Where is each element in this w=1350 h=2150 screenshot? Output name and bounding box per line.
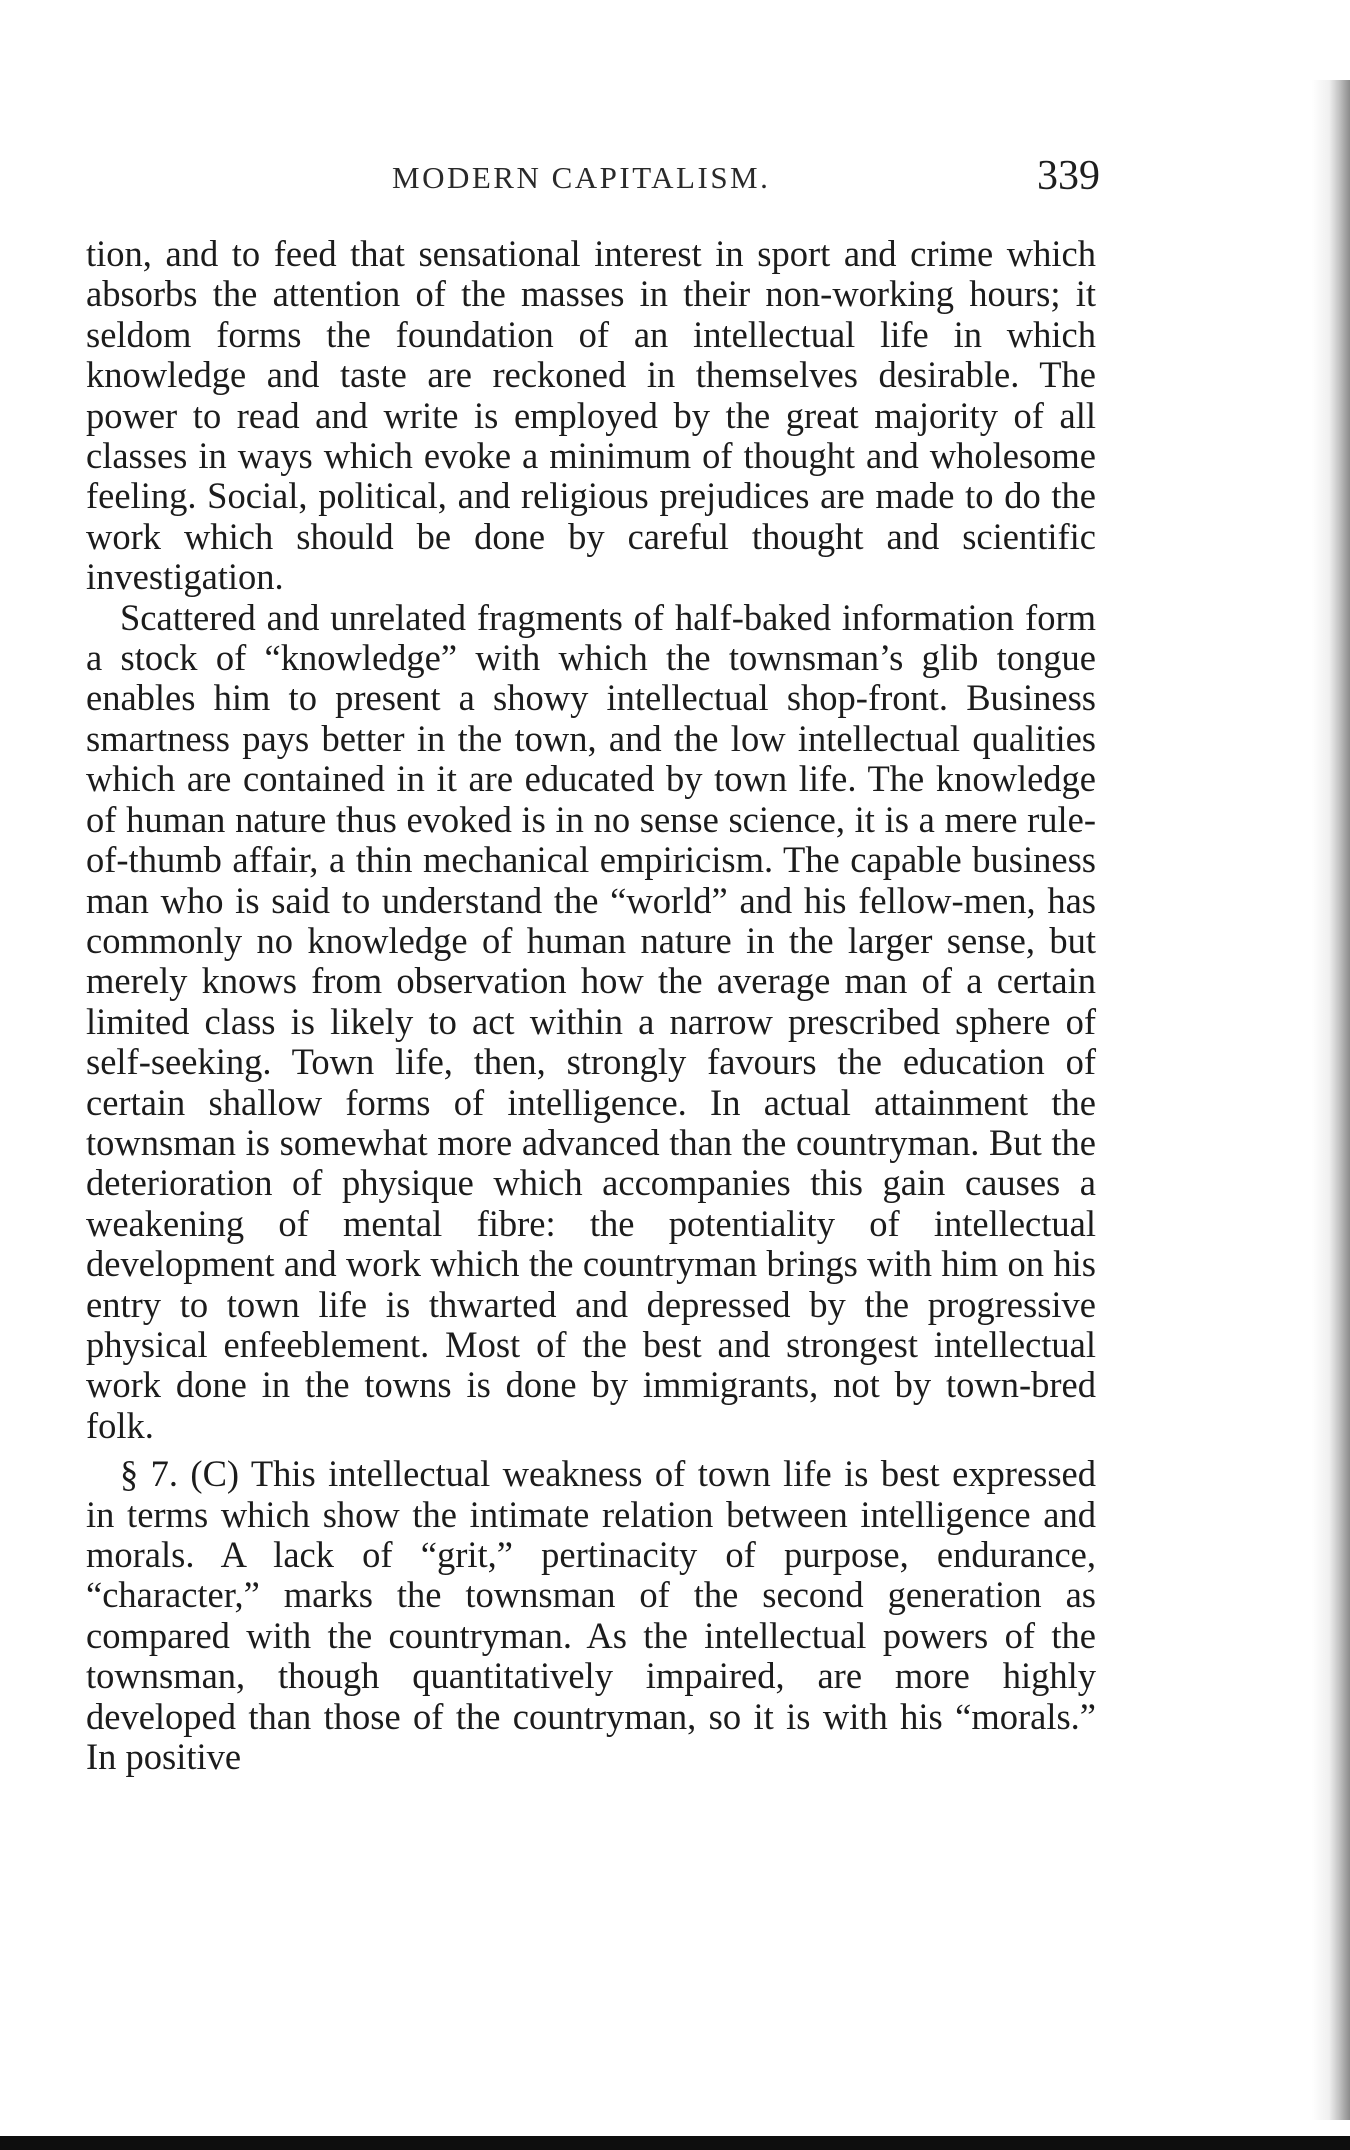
bottom-scan-border [0, 2136, 1350, 2150]
body-text [86, 234, 1096, 1777]
page-number: 339 [1037, 153, 1100, 199]
page-edge-shadow [1312, 80, 1350, 2120]
paragraph-town-intelligence: Scattered and unrelated fragments of half-baked information form a stock of “knowledge” with which the townsman’s glib tongue enables him to present a showy intellectual shop-front. Business smartness pays better in the town, and the low intellectual qualities which are contained in it are educated by town life. The knowledge of human nature thus evoked is in no sense science, it is a mere rule-of-thumb affair, a thin mechanical empiricism. The capable business man who is said to understand the “world” and his fellow-men, has commonly no knowledge of human nature in the larger sense, but merely knows from observation how the average man of a certain limited class is likely to act within a narrow prescribed sphere of self-seeking. Town life, then, strongly favours the education of certain shallow forms of intelligence. In actual attainment the townsman is somewhat more advanced than the countryman. But the deterioration of physique which accompanies this gain causes a weakening of mental fibre: the potentiality of intellectual development and work which the countryman brings with him on his entry to town life is thwarted and depressed by the progressive physical enfeeblement. Most of the best and strongest intellectual work done in the towns is done by immigrants, not by town-bred folk. [86, 596, 1096, 1446]
running-head: MODERN CAPITALISM. [392, 160, 771, 195]
page-header [90, 152, 1100, 212]
paragraph-section-7: § 7. (C) This intellectual weakness of town life is best expressed in terms which show the intimate relation between intelligence and morals. A lack of “grit,” pertinacity of purpose, endurance, “character,” marks the townsman of the second generation as compared with the countryman. As the intellectual powers of the townsman, though quantitatively impaired, are more highly developed than those of the countryman, so it is with his “morals.” In positive [86, 1453, 1096, 1778]
paragraph-continuation: tion, and to feed that sensational interest in sport and crime which absorbs the attention of the masses in their non-working hours; it seldom forms the foundation of an intellectual life in which knowledge and taste are reckoned in themselves desirable. The power to read and write is employed by the great majority of all classes in ways which evoke a minimum of thought and wholesome feeling. Social, political, and religious prejudices are made to do the work which should be done by careful thought and scientific investigation. [86, 233, 1096, 598]
